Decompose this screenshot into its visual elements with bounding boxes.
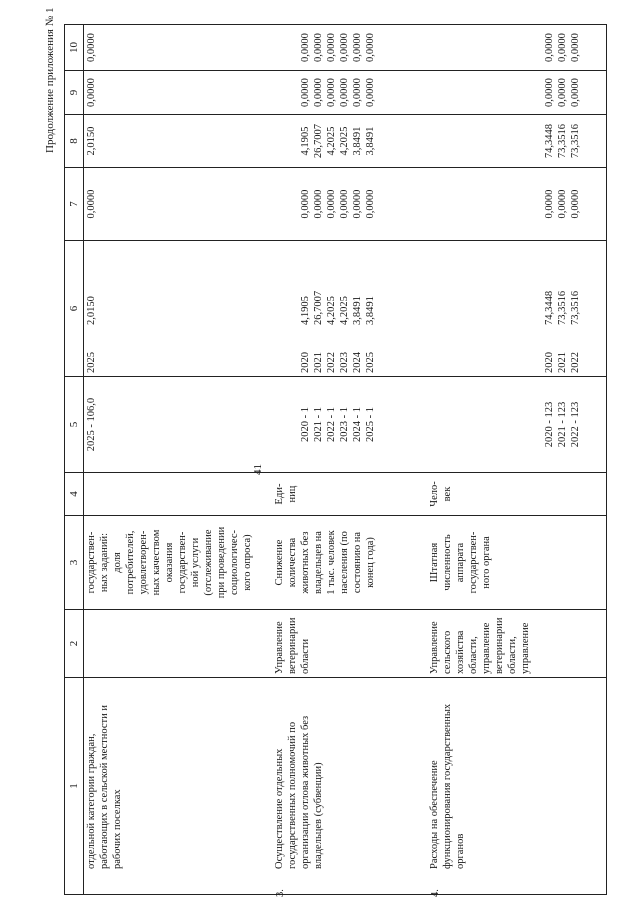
row-number: 4. [429, 889, 441, 897]
target-values-cell [427, 377, 607, 473]
table-row [272, 25, 427, 895]
other-sources-cell [272, 25, 427, 71]
executor-cell [84, 610, 272, 678]
other-values: 0,0000 0,0000 0,0000 [543, 33, 581, 62]
federal-budget-cell: 0,0000 [84, 168, 272, 241]
local-budget-cell: 0,0000 [84, 71, 272, 115]
other-sources-cell: 0,0000 [84, 25, 272, 71]
column-header: 9 [65, 71, 84, 115]
measure-name: отдельной категории граждан, работающих в сельской местности и рабочих поселках [86, 704, 123, 869]
unit-cell: Чело- век [427, 473, 607, 516]
totals-list: 2,0150 [86, 296, 97, 325]
federal-values: 0,0000 0,0000 0,0000 0,0000 0,0000 0,0000 [299, 189, 376, 219]
measure-name-cell [84, 678, 272, 895]
regional-values: 74,3448 73,3516 73,3516 [543, 123, 581, 159]
table-row [427, 25, 607, 895]
totals-list: 74,3448 73,3516 73,3516 [543, 290, 581, 325]
appendix-table [64, 24, 607, 895]
target-values-cell: 2025 - 106,0 [84, 377, 272, 473]
years-list: 2020 2021 2022 [543, 352, 581, 373]
column-number-row [65, 25, 84, 895]
unit-cell [84, 473, 272, 516]
column-header: 10 [65, 25, 84, 71]
measure-name: Расходы на обеспечение функционирования государственных органов [428, 703, 466, 869]
unit-cell: Еди- ниц [272, 473, 427, 516]
years-list: 2020 2021 2022 2023 2024 2025 [299, 352, 376, 373]
row-number: 3. [274, 889, 286, 897]
page-number: 41 [252, 464, 264, 475]
column-header: 8 [65, 115, 84, 168]
federal-budget-cell [272, 168, 427, 241]
years-total-cell [427, 241, 607, 377]
executor-cell: Управление сельского хозяйства области, управление ветеринарии области, управление [427, 610, 607, 678]
other-values: 0,0000 0,0000 0,0000 0,0000 0,0000 0,0000 [299, 33, 376, 62]
other-sources-cell [427, 25, 607, 71]
measure-name-cell [272, 678, 427, 895]
regional-budget-cell [272, 115, 427, 168]
executor-cell: Управление ветеринарии области [272, 610, 427, 678]
column-header: 3 [65, 516, 84, 610]
column-header: 2 [65, 610, 84, 678]
indicator-cell: Снижение количества животных без владельцев на 1 тыс. человек населения (по состоянию на конец года) [272, 516, 427, 610]
federal-budget-cell [427, 168, 607, 241]
target-values: 2020 - 1 2021 - 1 2022 - 1 2023 - 1 2024 - 1 2025 - 1 [299, 407, 376, 442]
column-header: 1 [65, 678, 84, 895]
column-header: 4 [65, 473, 84, 516]
table-row [84, 25, 272, 895]
measure-name-cell [427, 678, 607, 895]
indicator-cell: Штатная численность аппарата государствен- ного органа [427, 516, 607, 610]
column-header: 7 [65, 168, 84, 241]
regional-budget-cell: 2,0150 [84, 115, 272, 168]
local-values: 0,0000 0,0000 0,0000 0,0000 0,0000 0,0000 [299, 78, 376, 107]
target-values-cell [272, 377, 427, 473]
column-header: 5 [65, 377, 84, 473]
indicator-cell: государствен- ных заданий: доля потребителей, удовлетворен- ных качеством оказания государствен- ной услуги (отслеживание при проведении социологичес- кого опроса) [84, 516, 272, 610]
local-values: 0,0000 0,0000 0,0000 [543, 78, 581, 107]
federal-values: 0,0000 0,0000 0,0000 [543, 189, 581, 219]
local-budget-cell [427, 71, 607, 115]
target-values: 2020 - 123 2021 - 123 2022 - 123 [543, 401, 581, 448]
regional-budget-cell [427, 115, 607, 168]
years-total-cell [272, 241, 427, 377]
measure-name: Осуществление отдельных государственных полномочий по организации отлова животных без владельцев (субвенции) [273, 715, 324, 869]
column-header: 6 [65, 241, 84, 377]
totals-list: 4,1905 26,7007 4,2025 4,2025 3,8491 3,8491 [299, 290, 376, 325]
appendix-continuation-header: Продолжение приложения № 1 [44, 7, 56, 153]
years-list: 2025 [86, 352, 97, 373]
local-budget-cell [272, 71, 427, 115]
years-total-cell [84, 241, 272, 377]
regional-values: 4,1905 26,7007 4,2025 4,2025 3,8491 3,8491 [299, 123, 376, 159]
